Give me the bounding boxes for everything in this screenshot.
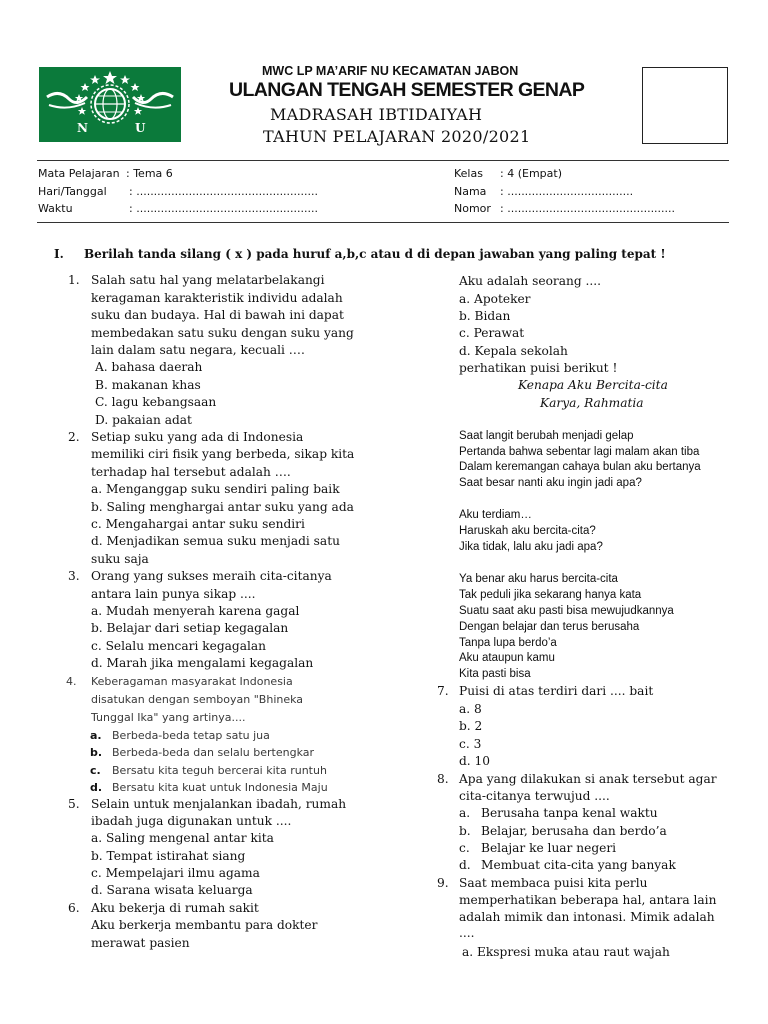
answer-option[interactable]: b. Bidan <box>459 309 511 323</box>
answer-option[interactable]: a. 8 <box>459 702 482 716</box>
poem-line: Suatu saat aku pasti bisa mewujudkannya <box>459 605 674 617</box>
poem-line: Haruskah aku bercita-cita? <box>459 525 596 537</box>
answer-option[interactable]: a. Saling mengenal antar kita <box>91 831 274 845</box>
question-text: terhadap hal tersebut adalah …. <box>91 465 291 479</box>
question-number: 4. <box>66 675 77 688</box>
header-divider-bottom <box>37 222 729 223</box>
answer-option[interactable]: C. lagu kebangsaan <box>95 395 217 409</box>
option-letter: a. <box>90 729 102 742</box>
option-letter: b. <box>459 824 471 838</box>
class-label: Kelas <box>454 167 483 180</box>
question-text: Salah satu hal yang melatarbelakangi <box>91 273 325 287</box>
answer-option[interactable]: b. Tempat istirahat siang <box>91 849 246 863</box>
poem-line: Aku ataupun kamu <box>459 652 555 664</box>
option-letter: a. <box>459 806 471 820</box>
option-letter: d. <box>459 858 471 872</box>
answer-option[interactable]: Berusaha tanpa kenal waktu <box>481 806 658 820</box>
option-letter: d. <box>90 781 103 794</box>
answer-option[interactable]: B. makanan khas <box>95 378 201 392</box>
name-field[interactable]: : .................................... <box>500 185 634 198</box>
time-field[interactable]: : .................................................... <box>129 202 319 215</box>
answer-option[interactable]: b. Belajar dari setiap kegagalan <box>91 621 289 635</box>
question-text: Apa yang dilakukan si anak tersebut agar <box>459 772 717 786</box>
number-field[interactable]: : ................................................ <box>500 202 676 215</box>
poem-line: Dengan belajar dan terus berusaha <box>459 621 640 633</box>
question-number: 6. <box>68 901 80 915</box>
exam-title: ULANGAN TENGAH SEMESTER GENAP <box>229 79 585 101</box>
question-number: 3. <box>68 569 80 583</box>
poem-line: Saat langit berubah menjadi gelap <box>459 430 634 442</box>
poem-line: Saat besar nanti aku ingin jadi apa? <box>459 477 642 489</box>
answer-option[interactable]: Bersatu kita kuat untuk Indonesia Maju <box>112 781 328 794</box>
question-text: memperhatikan beberapa hal, antara lain <box>459 893 717 907</box>
answer-option[interactable]: d. Sarana wisata keluarga <box>91 883 253 897</box>
poem-author: Karya, Rahmatia <box>540 396 644 410</box>
question-text: suku dan budaya. Hal di bawah ini dapat <box>91 308 344 322</box>
question-text: Keberagaman masyarakat Indonesia <box>91 675 293 688</box>
date-label: Hari/Tanggal <box>38 185 107 198</box>
school-name: MADRASAH IBTIDAIYAH <box>270 105 483 124</box>
answer-option[interactable]: c. Selalu mencari kegagalan <box>91 639 266 653</box>
poem-intro: perhatikan puisi berikut ! <box>459 361 618 375</box>
date-field[interactable]: : .................................................... <box>129 185 319 198</box>
answer-option[interactable]: a. Menganggap suku sendiri paling baik <box>91 482 340 496</box>
answer-option[interactable]: a. Ekspresi muka atau raut wajah <box>462 945 670 959</box>
subject-label: Mata Pelajaran <box>38 167 120 180</box>
question-number: 1. <box>68 273 80 287</box>
poem-line: Ya benar aku harus bercita-cita <box>459 573 618 585</box>
time-label: Waktu <box>38 202 73 215</box>
answer-option[interactable]: d. 10 <box>459 754 491 768</box>
question-text: Tunggal Ika" yang artinya.... <box>91 711 246 724</box>
answer-option[interactable]: c. Mengahargai antar suku sendiri <box>91 517 305 531</box>
question-text: Aku berkerja membantu para dokter <box>91 918 318 932</box>
answer-option[interactable]: d. Kepala sekolah <box>459 344 568 358</box>
answer-option[interactable]: Bersatu kita teguh bercerai kita runtuh <box>112 764 327 777</box>
question-text: disatukan dengan semboyan "Bhineka <box>91 693 304 706</box>
academic-year: TAHUN PELAJARAN 2020/2021 <box>263 127 531 146</box>
question-text: .... <box>459 926 475 940</box>
question-text: ibadah juga digunakan untuk .... <box>91 814 292 828</box>
svg-text:U: U <box>135 121 146 135</box>
option-letter: c. <box>459 841 470 855</box>
answer-option[interactable]: Berbeda-beda tetap satu jua <box>112 729 270 742</box>
score-box <box>642 67 728 144</box>
poem-line: Pertanda bahwa sebentar lagi malam akan tiba <box>459 446 700 458</box>
poem-line: Tanpa lupa berdo’a <box>459 637 557 649</box>
section-instruction <box>54 247 666 261</box>
question-number: 7. <box>437 684 449 698</box>
class-value: : 4 (Empat) <box>500 167 562 180</box>
name-label: Nama <box>454 185 487 198</box>
question-text: Aku adalah seorang .... <box>459 274 602 288</box>
question-number: 9. <box>437 876 449 890</box>
poem-line: Aku terdiam… <box>459 509 532 521</box>
poem-line: Dalam keremangan cahaya bulan aku bertanya <box>459 461 701 473</box>
option-letter: b. <box>90 746 103 759</box>
answer-option[interactable]: A. bahasa daerah <box>95 360 203 374</box>
question-text: keragaman karakteristik individu adalah <box>91 291 343 305</box>
question-text: memiliki ciri fisik yang berbeda, sikap kita <box>91 447 355 461</box>
question-text: membedakan satu suku dengan suku yang <box>91 326 354 340</box>
instruction-text: Berilah tanda silang ( x ) pada huruf a,b,c atau d di depan jawaban yang paling tepat ! <box>84 247 666 261</box>
poem-title: Kenapa Aku Bercita-cita <box>518 378 668 392</box>
svg-text:N: N <box>77 121 88 135</box>
answer-option[interactable]: D. pakaian adat <box>95 413 192 427</box>
option-letter: c. <box>90 764 101 777</box>
answer-option[interactable]: Membuat cita-cita yang banyak <box>481 858 676 872</box>
question-number: 8. <box>437 772 449 786</box>
question-number: 2. <box>68 430 80 444</box>
answer-option[interactable]: Berbeda-beda dan selalu bertengkar <box>112 746 315 759</box>
nu-logo <box>39 67 181 142</box>
subject-value: : Tema 6 <box>126 167 173 180</box>
question-text: Puisi di atas terdiri dari .... bait <box>459 684 654 698</box>
question-text: Saat membaca puisi kita perlu <box>459 876 648 890</box>
answer-option[interactable]: c. Mempelajari ilmu agama <box>91 866 260 880</box>
answer-option[interactable]: a. Mudah menyerah karena gagal <box>91 604 300 618</box>
number-label: Nomor <box>454 202 491 215</box>
question-text: lain dalam satu negara, kecuali …. <box>91 343 305 357</box>
question-number: 5. <box>68 797 80 811</box>
question-text: adalah mimik dan intonasi. Mimik adalah <box>459 910 715 924</box>
question-text: cita-citanya terwujud .... <box>459 789 610 803</box>
question-text: antara lain punya sikap .... <box>91 587 256 601</box>
answer-option[interactable]: Belajar, berusaha dan berdo’a <box>481 824 667 838</box>
poem-line: Jika tidak, lalu aku jadi apa? <box>459 541 603 553</box>
question-text: Selain untuk menjalankan ibadah, rumah <box>91 797 347 811</box>
answer-option[interactable]: Belajar ke luar negeri <box>481 841 617 855</box>
header-divider-top <box>37 160 729 161</box>
answer-option[interactable]: b. 2 <box>459 719 483 733</box>
answer-option[interactable]: a. Apoteker <box>459 292 531 306</box>
question-text: Aku bekerja di rumah sakit <box>91 901 259 915</box>
section-number: I. <box>54 247 64 261</box>
question-text: Setiap suku yang ada di Indonesia <box>91 430 304 444</box>
poem-line: Tak peduli jika sekarang hanya kata <box>459 589 642 601</box>
question-text: Orang yang sukses meraih cita-citanya <box>91 569 332 583</box>
answer-option-continued: suku saja <box>91 552 149 566</box>
answer-option[interactable]: c. Perawat <box>459 326 525 340</box>
answer-option[interactable]: b. Saling menghargai antar suku yang ada <box>91 500 354 514</box>
answer-option[interactable]: d. Marah jika mengalami kegagalan <box>91 656 314 670</box>
answer-option[interactable]: c. 3 <box>459 737 482 751</box>
nu-emblem-icon <box>39 67 181 142</box>
organization-name: MWC LP MA’ARIF NU KECAMATAN JABON <box>262 64 519 78</box>
question-text: merawat pasien <box>91 936 190 950</box>
answer-option[interactable]: d. Menjadikan semua suku menjadi satu <box>91 534 340 548</box>
poem-line: Kita pasti bisa <box>459 668 531 680</box>
